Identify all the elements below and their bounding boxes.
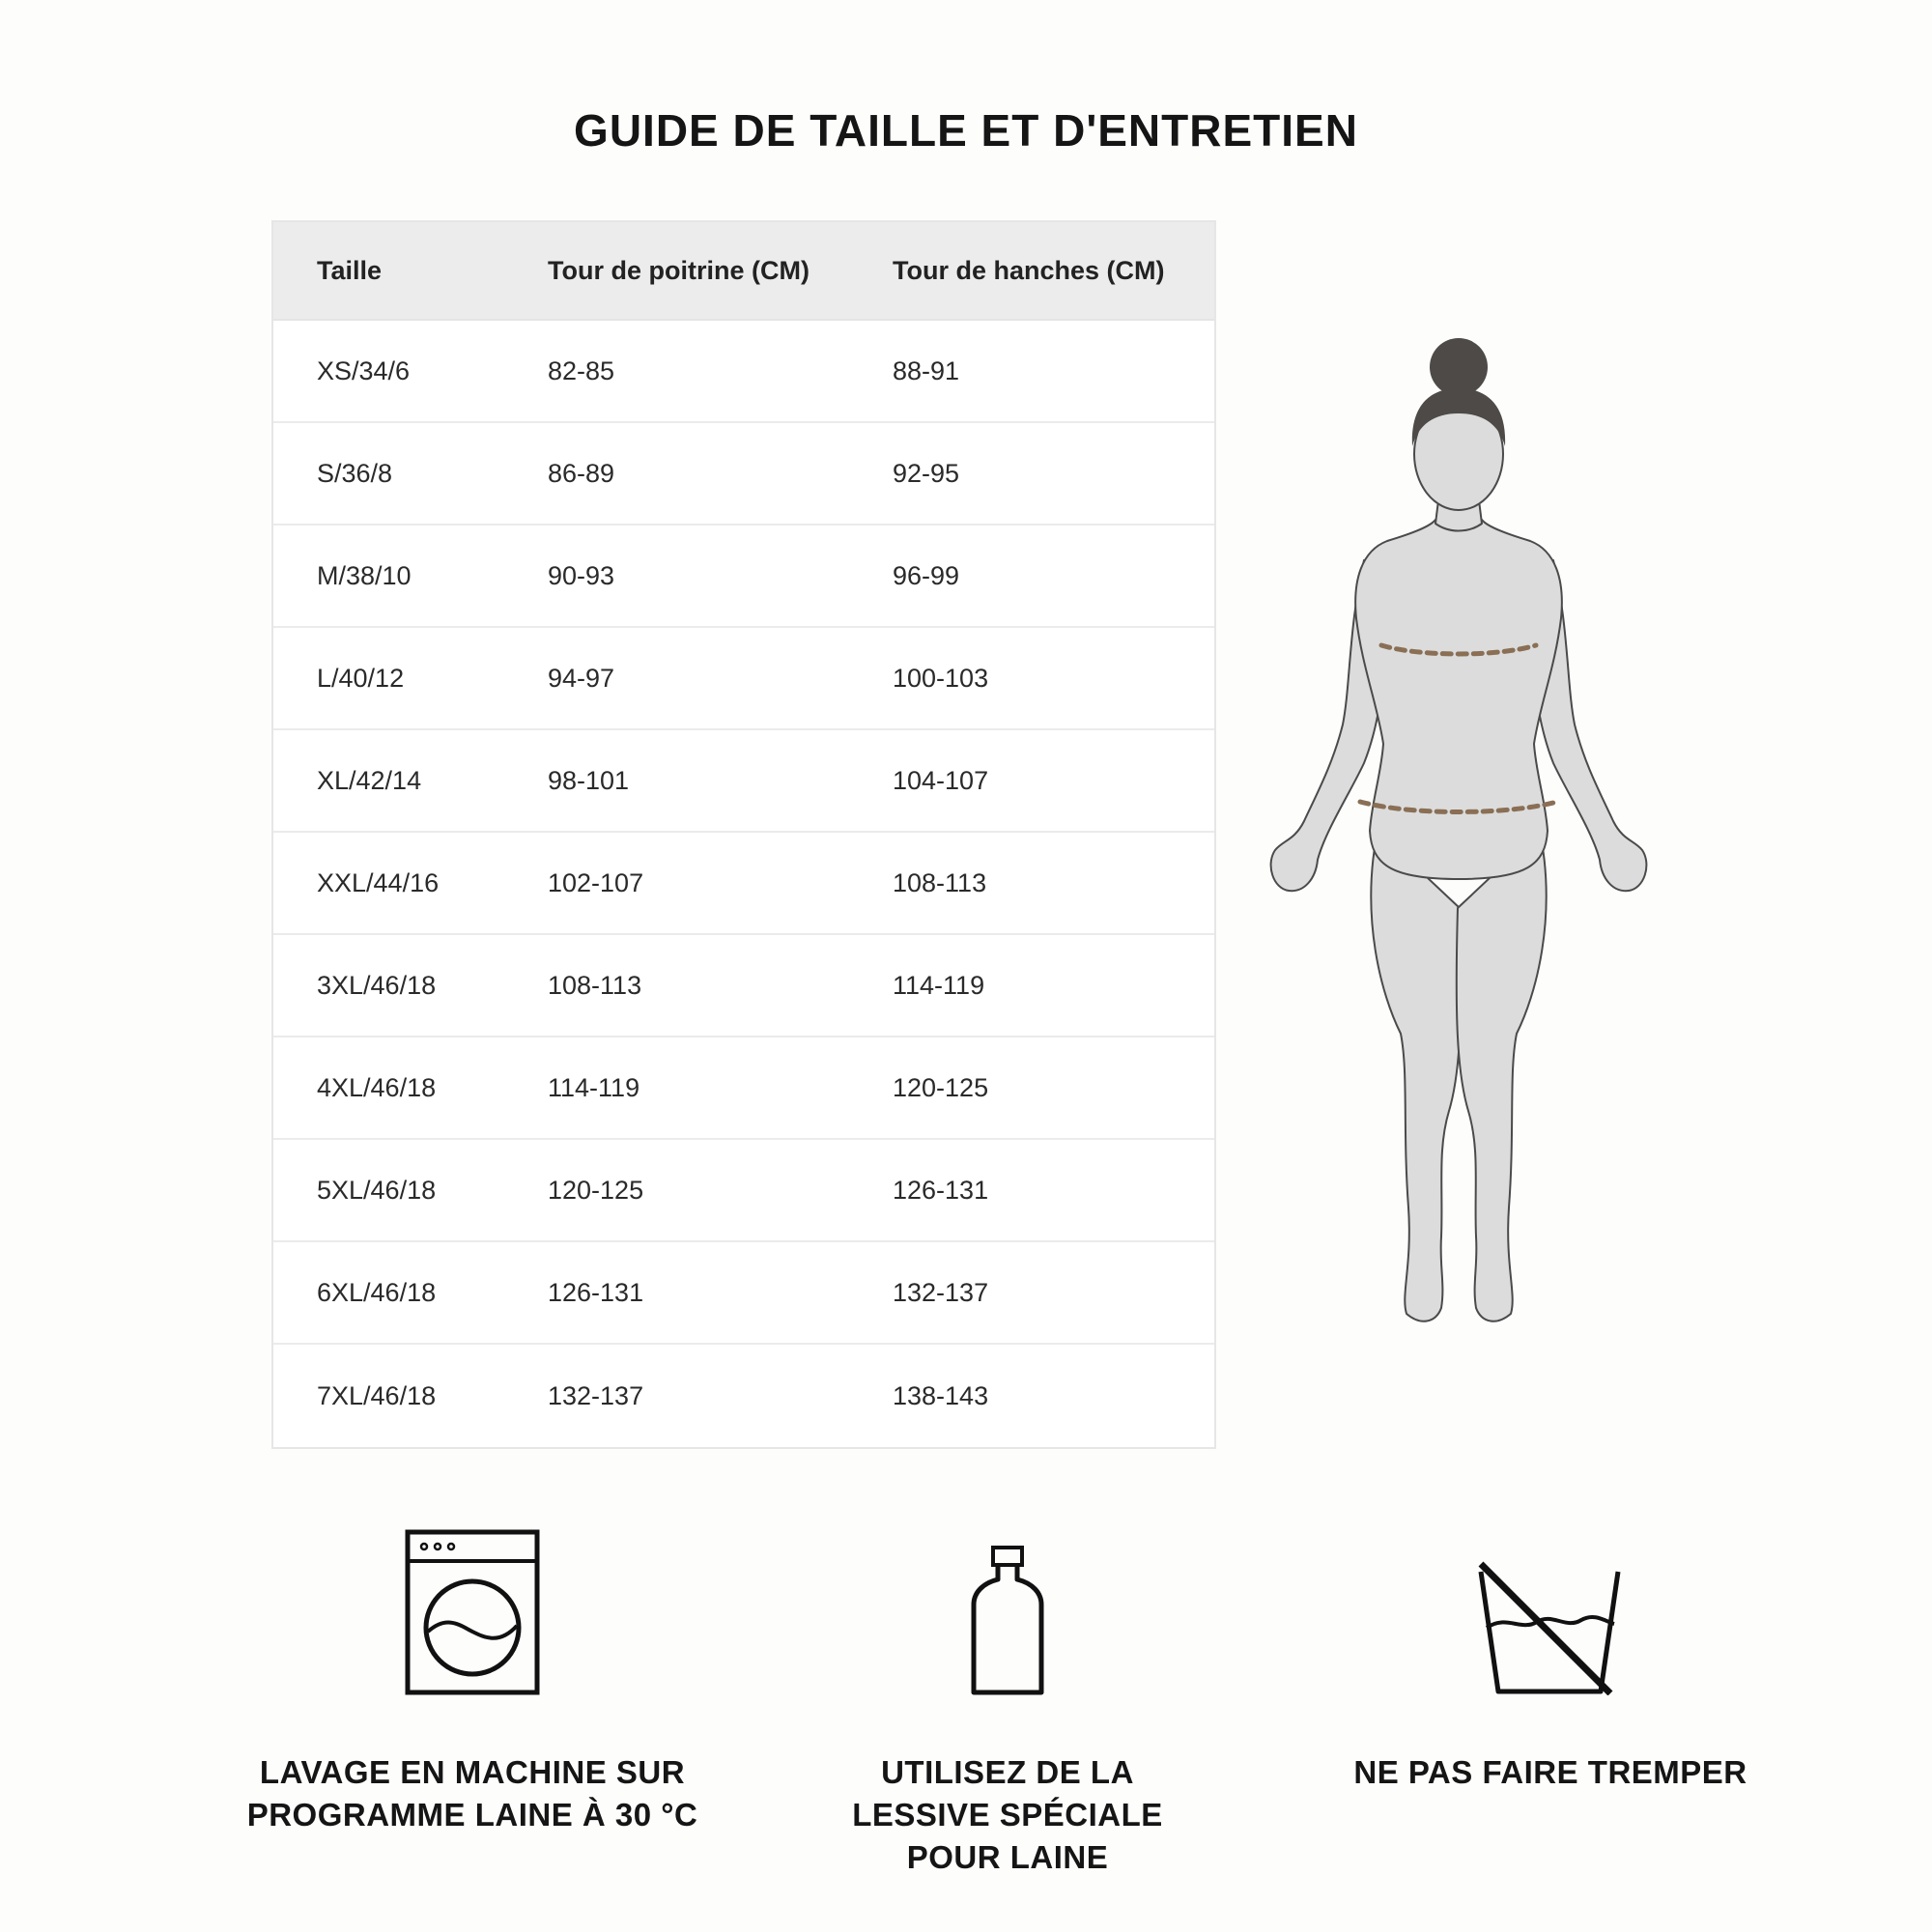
table-body	[273, 321, 1214, 1447]
cell-chest: 94-97	[548, 663, 615, 693]
cell-chest: 132-137	[548, 1380, 644, 1410]
table-row	[273, 526, 1214, 628]
table-row	[273, 423, 1214, 526]
table-row	[273, 833, 1214, 935]
cell-hips: 114-119	[893, 970, 985, 1000]
table-row	[273, 1037, 1214, 1140]
washing-machine-icon	[202, 1521, 743, 1695]
cell-hips: 120-125	[893, 1072, 989, 1102]
table-row	[273, 730, 1214, 833]
cell-hips: 138-143	[893, 1380, 989, 1410]
cell-chest: 86-89	[548, 458, 615, 488]
care-item-machine-wash	[202, 1521, 743, 1836]
cell-chest: 114-119	[548, 1072, 640, 1102]
cell-size: L/40/12	[317, 663, 405, 693]
table-header	[273, 222, 1214, 321]
female-body-silhouette-icon	[1236, 338, 1681, 1333]
cell-size: XL/42/14	[317, 765, 422, 795]
cell-size: 5XL/46/18	[317, 1175, 437, 1205]
cell-hips: 126-131	[893, 1175, 989, 1205]
cell-chest: 82-85	[548, 355, 615, 385]
table-row	[273, 1345, 1214, 1447]
header-size: Taille	[317, 255, 383, 285]
care-label-detergent: UTILISEZ DE LA LESSIVE SPÉCIALE POUR LAINE	[852, 1754, 1163, 1875]
cell-hips: 88-91	[893, 355, 960, 385]
cell-hips: 96-99	[893, 560, 960, 590]
table-row	[273, 628, 1214, 730]
care-label-no-soak: NE PAS FAIRE TREMPER	[1353, 1754, 1747, 1790]
cell-size: 4XL/46/18	[317, 1072, 437, 1102]
cell-size: XS/34/6	[317, 355, 411, 385]
size-table	[271, 220, 1216, 1449]
table-row	[273, 1140, 1214, 1242]
cell-chest: 98-101	[548, 765, 630, 795]
care-item-no-soak	[1280, 1521, 1821, 1794]
cell-chest: 120-125	[548, 1175, 644, 1205]
cell-chest: 102-107	[548, 867, 644, 897]
cell-hips: 108-113	[893, 867, 987, 897]
cell-chest: 90-93	[548, 560, 615, 590]
detergent-bottle-icon	[737, 1521, 1278, 1695]
cell-chest: 108-113	[548, 970, 642, 1000]
cell-size: 3XL/46/18	[317, 970, 437, 1000]
cell-size: 7XL/46/18	[317, 1380, 437, 1410]
cell-size: XXL/44/16	[317, 867, 440, 897]
table-row	[273, 321, 1214, 423]
cell-size: S/36/8	[317, 458, 393, 488]
do-not-soak-icon	[1280, 1521, 1821, 1695]
cell-size: M/38/10	[317, 560, 412, 590]
header-hips: Tour de hanches (CM)	[893, 255, 1165, 285]
table-row	[273, 935, 1214, 1037]
cell-size: 6XL/46/18	[317, 1277, 437, 1307]
cell-hips: 104-107	[893, 765, 989, 795]
page-title: GUIDE DE TAILLE ET D'ENTRETIEN	[574, 105, 1358, 156]
table-row	[273, 1242, 1214, 1345]
cell-hips: 92-95	[893, 458, 960, 488]
cell-chest: 126-131	[548, 1277, 644, 1307]
header-chest: Tour de poitrine (CM)	[548, 255, 810, 285]
care-item-detergent	[737, 1521, 1278, 1879]
cell-hips: 100-103	[893, 663, 989, 693]
care-label-machine-wash: LAVAGE EN MACHINE SUR PROGRAMME LAINE À 30 °C	[246, 1754, 698, 1833]
cell-hips: 132-137	[893, 1277, 989, 1307]
